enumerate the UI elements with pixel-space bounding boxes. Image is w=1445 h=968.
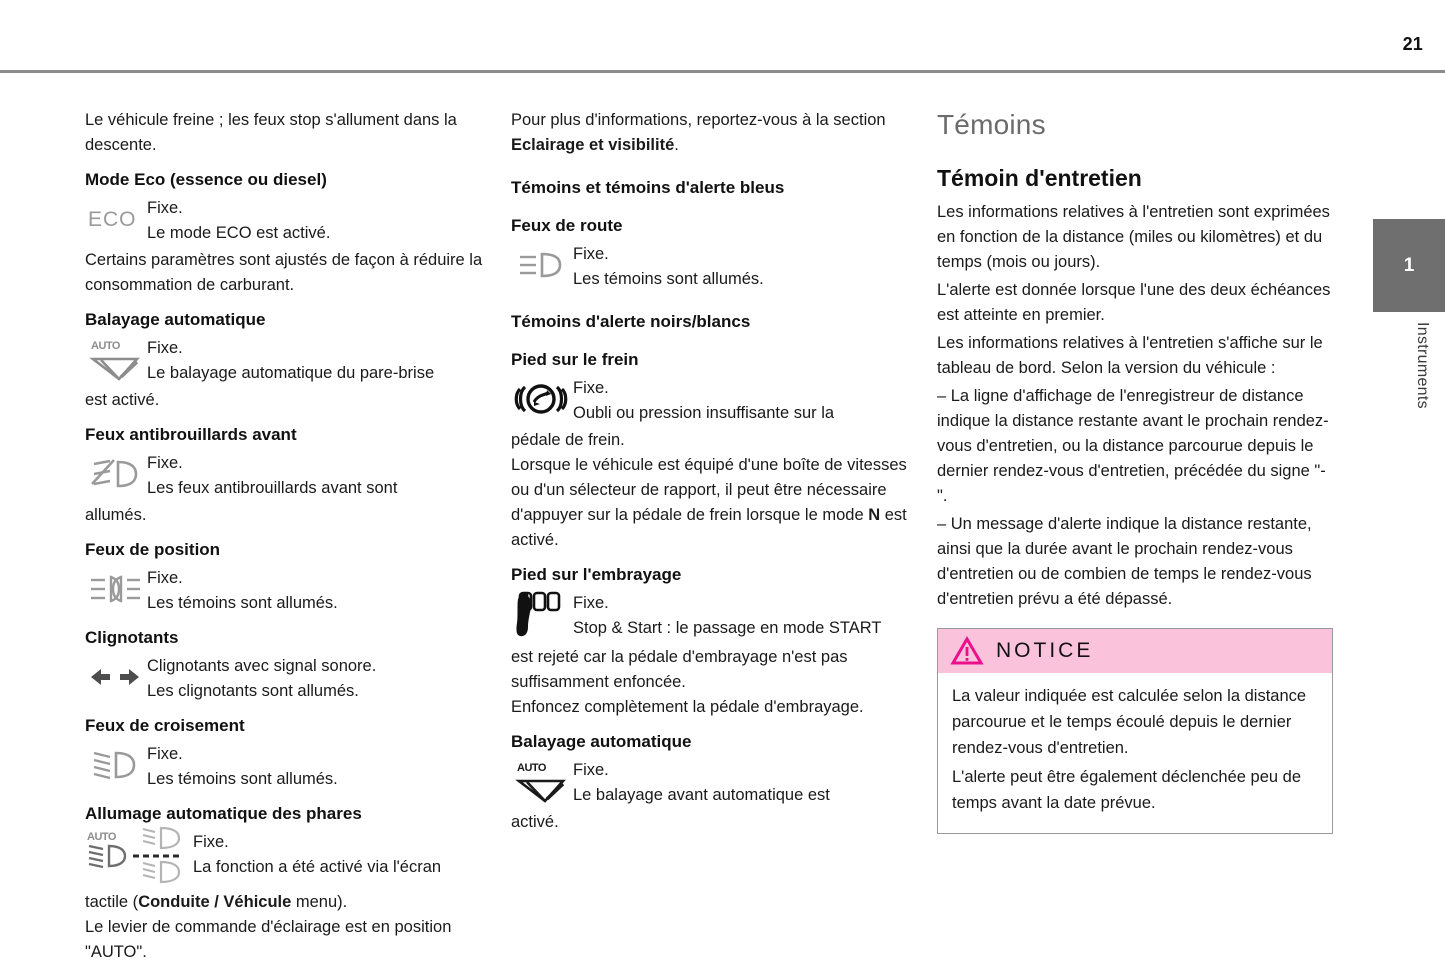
heading-brake-pedal: Pied sur le frein [511,350,639,369]
body-paragraph-4: – La ligne d'affichage de l'enregistreur de distance indique la distance restante avant le prochain rendez-vous d'entretien, ou la distance parcourue depuis le dernier rendez-vous d'entretien, précédée du signe "-". [937,387,1329,505]
heading-high-beam: Feux de route [511,216,623,235]
body-paragraph-2: L'alerte est donnée lorsque l'une des deux échéances est atteinte en premier. [937,281,1331,324]
note-post: est activé. [511,506,907,549]
telltale-line-1: Clignotants avec signal sonore. [147,657,377,675]
telltale-text [573,591,909,641]
svg-text:AUTO: AUTO [91,340,120,352]
ref-bold: Eclairage et visibilité [511,136,675,154]
header-rule [0,70,1445,73]
heading-clutch-pedal: Pied sur l'embrayage [511,565,682,584]
telltale-text [573,376,909,426]
intro-paragraph: Le véhicule freine ; les feux stop s'allument dans la descente. [85,111,457,154]
note-pre: Lorsque le véhicule est équipé d'une boîte de vitesses ou d'un sélecteur de rapport, il peut être nécessaire d'appuyer sur la pédale de frein lorsque le mode [511,456,907,524]
telltale-text [147,451,483,501]
telltale-overflow: est activé. [85,391,160,409]
telltale-line-1: Fixe. [147,745,183,763]
column-left [85,108,483,968]
chapter-number: 1 [1403,254,1415,276]
svg-text:AUTO: AUTO [87,831,116,843]
telltale-line-1: Fixe. [193,833,229,851]
telltale-line-2: Stop & Start : le passage en mode START [573,619,882,637]
heading-auto-wiper-2: Balayage automatique [511,732,692,751]
telltale-text [147,336,483,386]
reference-paragraph [511,108,909,158]
ref-pre: Pour plus d'informations, reportez-vous à la section [511,111,886,129]
telltale-line-1: Fixe. [147,199,183,217]
position-light-icon [85,566,145,612]
telltale-text [573,242,909,292]
heading-turn-signals: Clignotants [85,628,179,647]
telltale-line-1: Fixe. [573,245,609,263]
telltale-line-1: Fixe. [573,761,609,779]
telltale-mode-eco [85,196,483,246]
section-title: Témoins [937,109,1046,140]
column-right [937,108,1335,834]
overflow-post: menu). [291,893,348,911]
notice-title: NOTICE [996,639,1094,662]
body-paragraph-5: – Un message d'alerte indique la distance restante, ainsi que la durée avant le prochain rendez-vous d'entretien ou de combien de temps le rendez-vous d'entretien prévu a été dépassé. [937,515,1312,608]
front-fog-light-icon [85,451,145,497]
column-middle [511,108,909,835]
telltale-line-2: Oubli ou pression insuffisante sur la [573,404,835,422]
notice-body [938,673,1332,833]
telltale-line-2: Les feux antibrouillards avant sont [147,479,398,497]
telltale-text [193,830,483,880]
heading-blue-telltales: Témoins et témoins d'alerte bleus [511,178,785,197]
page-header [0,0,1445,74]
notice-paragraph-2: L'alerte peut être également déclenchée peu de temps avant la date prévue. [952,768,1301,812]
telltale-line-1: Fixe. [147,339,183,357]
auto-headlight-overflow [85,890,483,915]
heading-bw-telltales: Témoins d'alerte noirs/blancs [511,312,751,331]
telltale-line-2: Les clignotants sont allumés. [147,682,359,700]
auto-wiper-icon [85,336,145,382]
telltale-low-beam [85,742,483,792]
telltale-line-1: Fixe. [147,454,183,472]
notice-box [937,628,1333,834]
low-beam-icon [85,742,145,788]
telltale-position-lights [85,566,483,616]
page-content [0,74,1445,964]
heading-mode-eco: Mode Eco (essence ou diesel) [85,170,327,189]
clutch-pedal-icon [511,591,571,637]
auto-wiper-overflow: activé. [511,813,559,831]
page-title: Témoin d'entretien [937,165,1142,191]
heading-position-lights: Feux de position [85,540,221,559]
telltale-text [573,758,909,808]
telltale-text [147,566,483,616]
body-paragraph-3: Les informations relatives à l'entretien s'affiche sur le tableau de bord. Selon la version du véhicule : [937,334,1323,377]
telltale-overflow: allumés. [85,506,147,524]
auto-headlight-closing: Le levier de commande d'éclairage est en position "AUTO". [85,918,452,961]
telltale-front-fog [85,451,483,501]
warning-triangle-icon [952,637,982,665]
telltale-line-2: Les témoins sont allumés. [573,270,764,288]
chapter-label: Instruments [1414,322,1431,409]
telltale-line-2: Les témoins sont allumés. [147,770,338,788]
eco-indicator-icon [85,196,145,242]
telltale-text [147,196,483,246]
body-paragraph-1: Les informations relatives à l'entretien sont exprimées en fonction de la distance (miles ou kilomètres) et du temps (mois ou jours). [937,203,1330,271]
page-number: 21 [1402,34,1423,54]
svg-text:ECO: ECO [88,208,137,231]
svg-text:AUTO: AUTO [517,762,546,774]
ref-post: . [674,136,679,154]
auto-wiper-icon [511,758,571,804]
clutch-closing: Enfoncez complètement la pédale d'embrayage. [511,698,864,716]
brake-pedal-icon [511,376,571,422]
notice-paragraph-1: La valeur indiquée est calculée selon la distance parcourue et le temps écoulé depuis le dernier rendez-vous d'entretien. [952,687,1307,757]
turn-signal-icon [85,654,145,700]
telltale-auto-wiper-2 [511,758,909,808]
overflow-bold: Conduite / Véhicule [138,893,292,911]
telltale-auto-wiper [85,336,483,386]
telltale-turn-signals [85,654,483,704]
telltale-line-1: Fixe. [147,569,183,587]
note-bold: N [868,506,881,524]
high-beam-icon [511,242,571,288]
heading-low-beam: Feux de croisement [85,716,245,735]
heading-front-fog: Feux antibrouillards avant [85,425,297,444]
telltale-auto-headlights [85,830,483,888]
telltale-line-2: Le mode ECO est activé. [147,224,331,242]
heading-auto-wiper: Balayage automatique [85,310,266,329]
telltale-high-beam [511,242,909,292]
brake-note [511,453,909,553]
telltale-text [147,654,483,704]
auto-headlight-icon [85,830,189,876]
telltale-text [147,742,483,792]
telltale-brake-pedal [511,376,909,426]
clutch-overflow: est rejeté car la pédale d'embrayage n'est pas suffisamment enfoncée. [511,648,848,691]
notice-header [938,629,1332,673]
telltale-clutch-pedal [511,591,909,643]
telltale-line-2: Le balayage automatique du pare-brise [147,364,435,382]
telltale-line-1: Fixe. [573,594,609,612]
eco-note: Certains paramètres sont ajustés de façon à réduire la consommation de carburant. [85,251,483,294]
heading-auto-headlights: Allumage automatique des phares [85,804,362,823]
brake-overflow: pédale de frein. [511,431,625,449]
telltale-line-2: Le balayage avant automatique est [573,786,830,804]
telltale-line-2: Les témoins sont allumés. [147,594,338,612]
telltale-line-2: La fonction a été activé via l'écran [193,858,442,876]
telltale-line-1: Fixe. [573,379,609,397]
overflow-pre: tactile ( [85,893,139,911]
